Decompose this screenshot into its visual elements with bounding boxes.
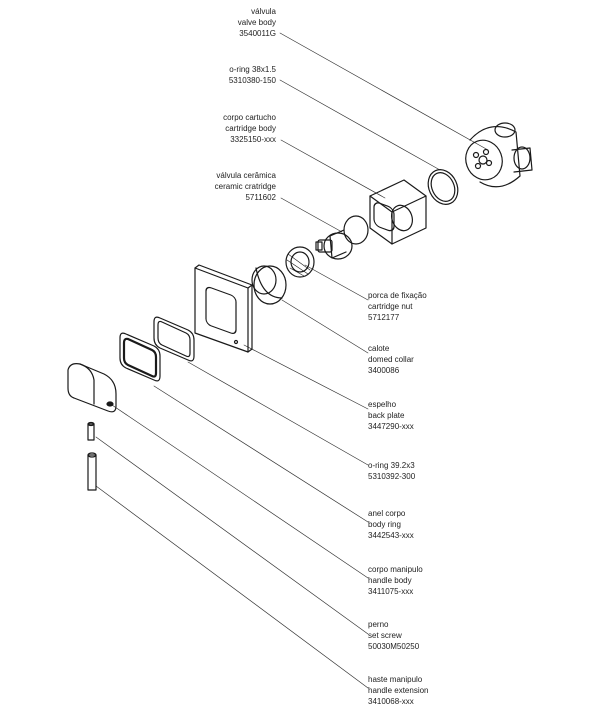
label-pt: calote: [368, 344, 390, 353]
label-code: 3447290-xxx: [368, 422, 414, 431]
label-code: 3411075-xxx: [368, 587, 414, 596]
label-en: cartridge body: [225, 124, 276, 133]
label-en: domed collar: [368, 355, 414, 364]
label-code: 3325150-xxx: [230, 135, 276, 144]
handle-extension-part: [88, 453, 96, 490]
label-en: back plate: [368, 411, 405, 420]
label-en: handle body: [368, 576, 412, 585]
label-code: 3410068-xxx: [368, 697, 414, 706]
back-plate-part: [195, 265, 252, 352]
label-handle-body: [368, 564, 423, 597]
label-pt: corpo cartucho: [223, 113, 276, 122]
leader-handle-extension: [96, 486, 368, 688]
label-handle-extension: [368, 674, 429, 707]
label-valve-body: [238, 6, 276, 39]
label-pt: perno: [368, 620, 389, 629]
label-o-ring-39: [368, 460, 415, 482]
label-en: cartridge nut: [368, 302, 413, 311]
label-code: 5310392-300: [368, 472, 416, 481]
label-pt: o-ring 38x1.5: [229, 65, 276, 74]
label-code: 3540011G: [239, 29, 276, 38]
leader-ceramic-cartridge: [281, 198, 342, 232]
leader-cartridge-body: [281, 140, 385, 198]
label-en: handle extension: [368, 686, 429, 695]
label-code: 3442543-xxx: [368, 531, 414, 540]
cartridge-nut-part: [286, 247, 314, 277]
label-pt: porca de fixação: [368, 291, 427, 300]
label-pt: haste manipulo: [368, 675, 423, 684]
o-ring-38-part: [423, 165, 464, 209]
domed-collar-part: [252, 266, 286, 304]
label-pt: o-ring 39.2x3: [368, 461, 415, 470]
label-en: valve body: [237, 18, 276, 27]
valve-body-part: [460, 123, 532, 187]
label-en: body ring: [368, 520, 401, 529]
label-en: set screw: [368, 631, 402, 640]
label-domed-collar: [368, 343, 414, 376]
leader-set-screw: [96, 437, 368, 634]
leader-cartridge-nut: [305, 265, 368, 300]
leader-o-ring-39: [188, 362, 368, 465]
label-pt: corpo manipulo: [368, 565, 423, 574]
leader-body-ring: [154, 386, 368, 522]
leader-handle-body: [112, 405, 368, 578]
label-code: 3400086: [368, 366, 400, 375]
label-code: 5310380-150: [228, 76, 276, 85]
set-screw-part: [88, 423, 94, 441]
label-body-ring: [368, 508, 414, 541]
label-ceramic-cartridge: [215, 170, 276, 203]
label-pt: espelho: [368, 400, 397, 409]
label-cartridge-body: [223, 112, 276, 145]
label-back-plate: [368, 399, 414, 432]
label-set-screw: [368, 619, 419, 652]
label-pt: anel corpo: [368, 509, 406, 518]
label-code: 5712177: [368, 313, 400, 322]
leader-valve-body: [280, 33, 488, 150]
ceramic-cartridge-part: [316, 216, 368, 259]
leader-o-ring-38: [280, 80, 440, 170]
label-code: 50030M50250: [368, 642, 420, 651]
handle-body-part: [68, 364, 116, 412]
label-code: 5711602: [245, 193, 276, 202]
leader-back-plate: [244, 345, 368, 409]
leader-domed-collar: [282, 300, 368, 353]
label-pt: válvula cerâmica: [216, 171, 276, 180]
label-o-ring-38: [229, 64, 276, 86]
label-en: ceramic cratridge: [214, 182, 276, 191]
label-pt: válvula: [251, 7, 276, 16]
label-cartridge-nut: [368, 290, 427, 323]
cartridge-body-part: [370, 180, 426, 244]
